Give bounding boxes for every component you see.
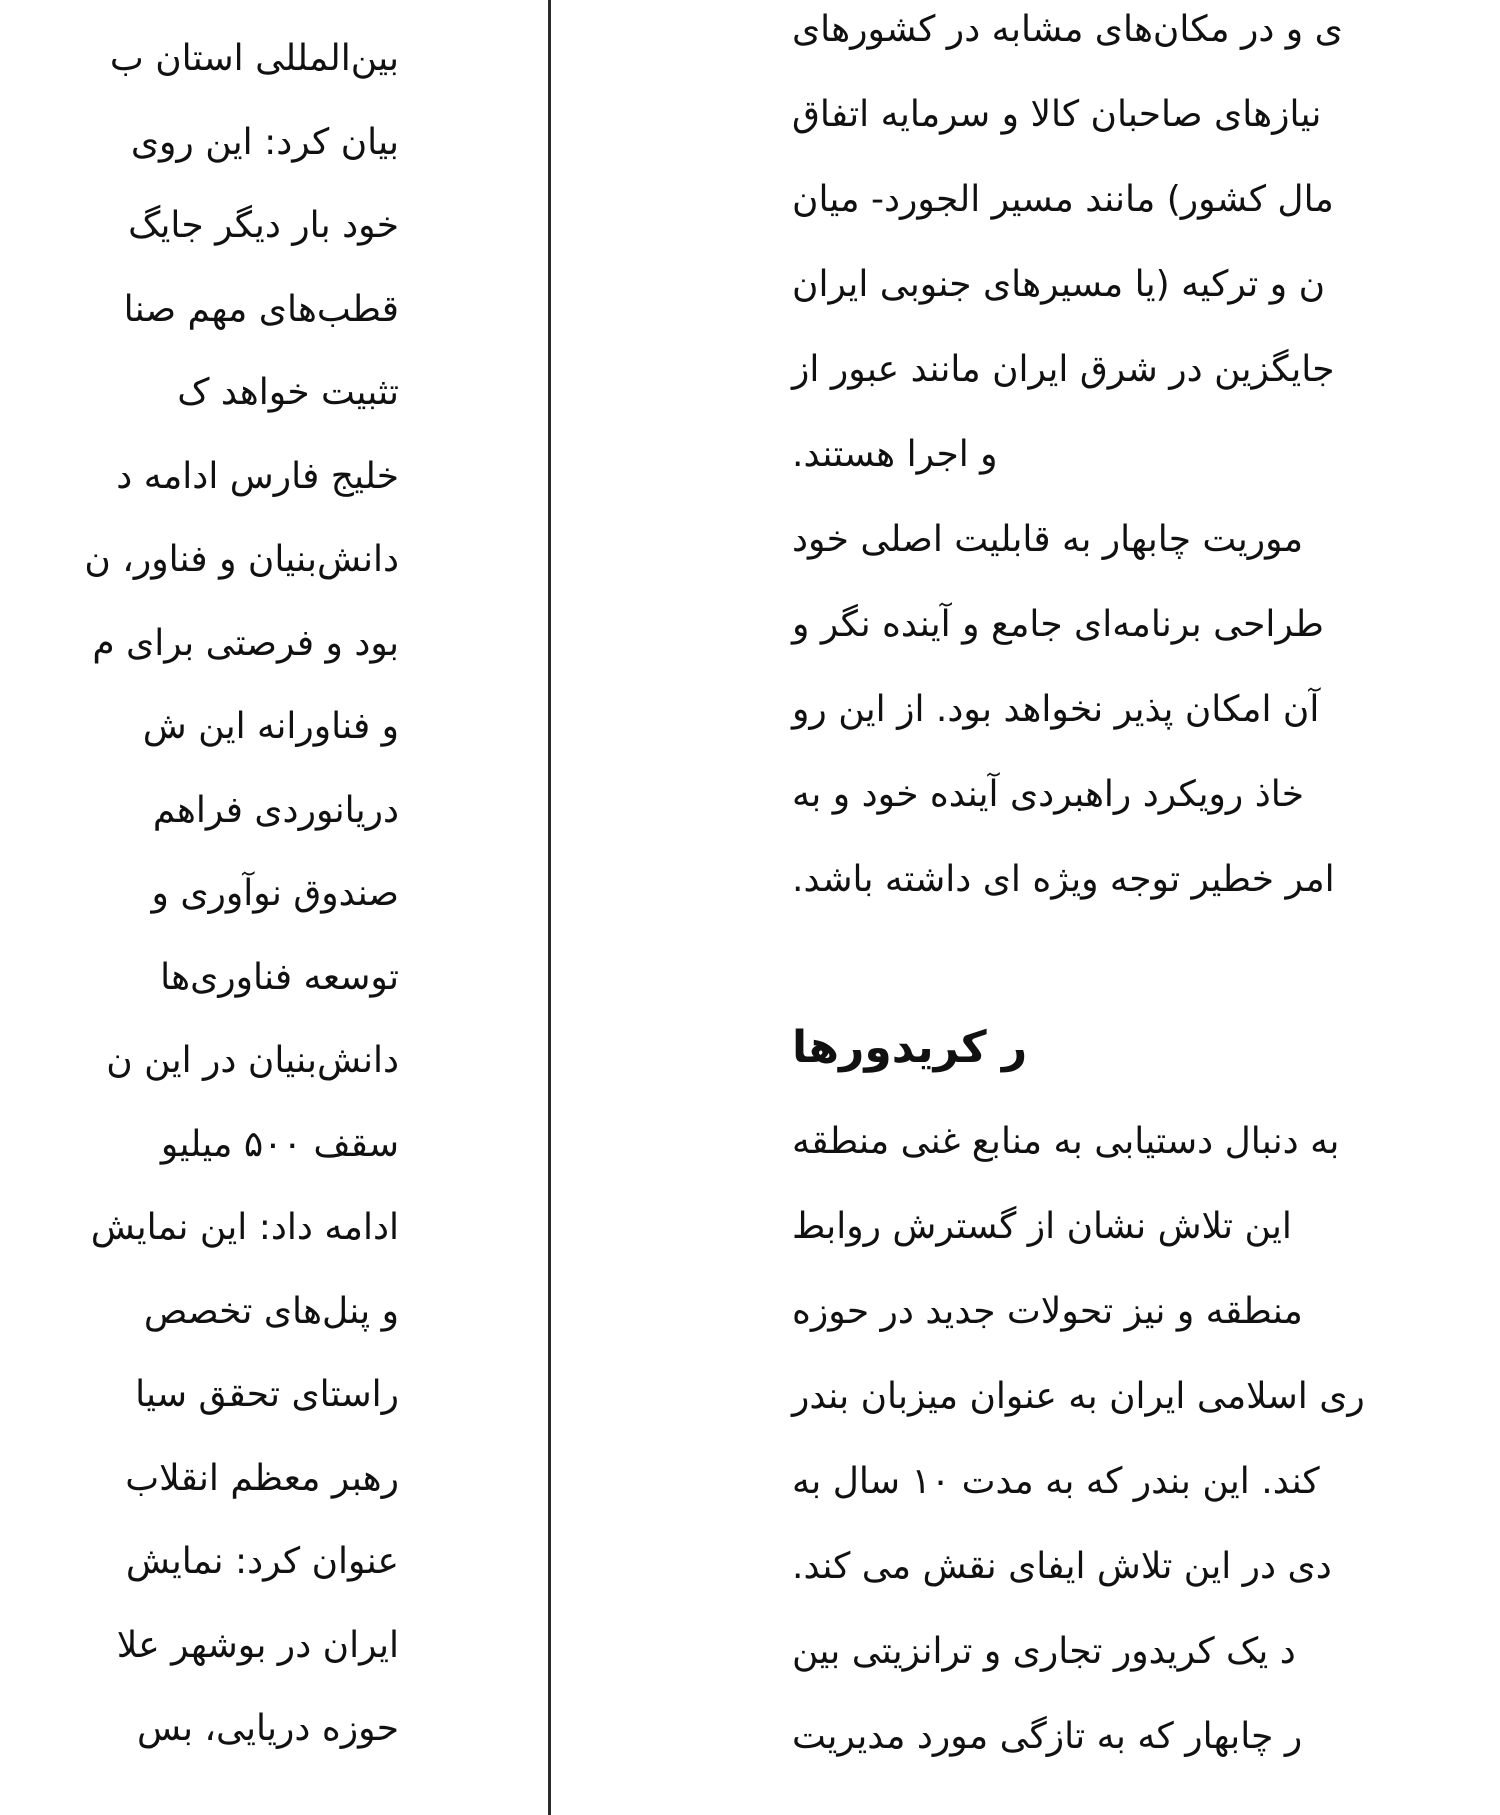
right-line: دی در این تلاش ایفای نقش می کند. (792, 1546, 1332, 1587)
right-line: ر چابهار که به تازگی مورد مدیریت (792, 1716, 1303, 1757)
left-line: صندوق نوآوری و (151, 873, 399, 914)
right-line: این تلاش نشان از گسترش روابط (792, 1206, 1292, 1247)
right-line: امر خطیر توجه ویژه ای داشته باشد. (792, 859, 1335, 900)
right-line: منطقه و نیز تحولات جدید در حوزه (792, 1291, 1303, 1332)
right-line: ی و در مکان‌های مشابه در کشورهای (792, 9, 1343, 50)
left-line: و فناورانه این ش (142, 706, 399, 747)
left-column (0, 0, 400, 1815)
left-line: دانش‌بنیان در این ن (106, 1040, 399, 1081)
right-line: جایگزین در شرق ایران مانند عبور از (792, 349, 1335, 390)
right-line: به دنبال دستیابی به منابع غنی منطقه (792, 1121, 1340, 1162)
left-line: بیان کرد: این روی (130, 122, 399, 163)
left-line: و پنل‌های تخصص (143, 1291, 399, 1332)
left-line: دریانوردی فراهم (152, 790, 399, 831)
right-line: ن و ترکیه (یا مسیرهای جنوبی ایران (792, 264, 1326, 305)
section-heading: ر کریدورها (792, 1022, 1028, 1073)
right-line: موریت چابهار به قابلیت اصلی خود (792, 519, 1304, 560)
right-line: خاذ رویکرد راهبردی آینده خود و به (792, 774, 1305, 815)
left-line: توسعه فناوری‌ها (160, 957, 399, 998)
right-line: مال کشور) مانند مسیر الجورد- میان (792, 179, 1334, 220)
left-line: حوزه دریایی، بس (137, 1708, 399, 1749)
left-line: بود و فرصتی برای م (92, 623, 399, 664)
left-line: خلیج فارس ادامه د (116, 456, 399, 497)
right-line: آن امکان پذیر نخواهد بود. از این رو (792, 689, 1320, 730)
left-line: بین‌المللی استان ب (109, 38, 399, 79)
right-line: د یک کریدور تجاری و ترانزیتی بین (792, 1631, 1296, 1672)
left-line: راستای تحقق سیا (135, 1374, 399, 1415)
left-line: عنوان کرد: نمایش (125, 1541, 399, 1582)
right-line: کند. این بندر که به مدت ۱۰ سال به (792, 1461, 1320, 1502)
right-column (548, 0, 1500, 1815)
right-line: نیازهای صاحبان کالا و سرمایه اتفاق (792, 94, 1322, 135)
left-line: خود بار دیگر جایگ (128, 205, 399, 246)
left-line: ادامه داد: این نمایش (90, 1207, 399, 1248)
left-line: تثبیت خواهد ک (177, 372, 399, 413)
left-line: دانش‌بنیان و فناور، ن (84, 539, 399, 580)
left-line: سقف ۵۰۰ میلیو (160, 1124, 399, 1165)
right-line: طراحی برنامه‌ای جامع و آینده نگر و (792, 604, 1324, 645)
left-line: ایران در بوشهر علا (116, 1625, 399, 1666)
right-line: و اجرا هستند. (792, 434, 998, 475)
right-line: ری اسلامی ایران به عنوان میزبان بندر (792, 1376, 1365, 1417)
left-line: قطب‌های مهم صنا (123, 289, 399, 330)
left-line: رهبر معظم انقلاب (125, 1458, 399, 1499)
